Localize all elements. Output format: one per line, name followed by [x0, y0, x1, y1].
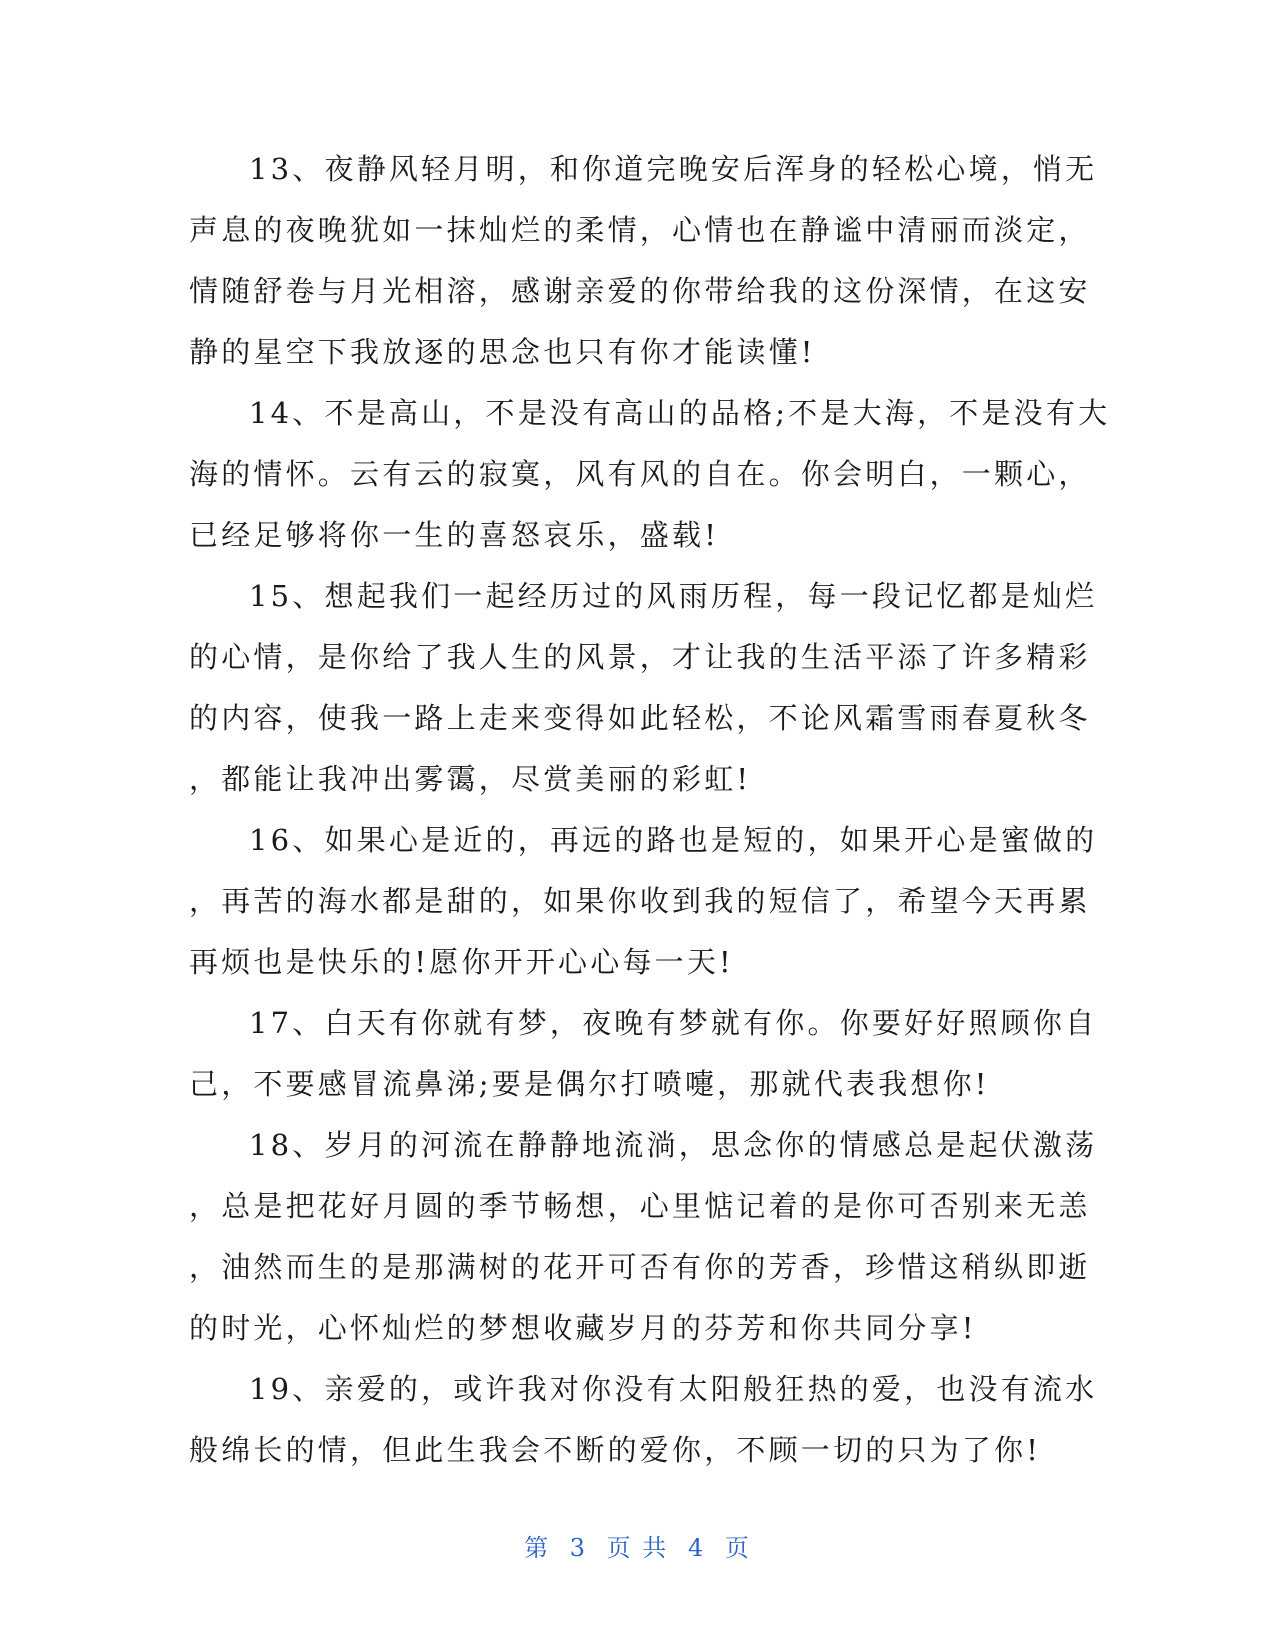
paragraph-13 [189, 139, 1098, 383]
paragraph-line: ，总是把花好月圆的季节畅想，心里惦记着的是你可否别来无恙 [189, 1189, 1091, 1223]
paragraph-line: 声息的夜晚犹如一抹灿烂的柔情，心情也在静谧中清丽而淡定， [189, 213, 1091, 247]
paragraph-line: ，油然而生的是那满树的花开可否有你的芳香，珍惜这稍纵即逝 [189, 1250, 1091, 1284]
paragraph-19 [189, 1359, 1098, 1481]
footer-prefix: 第 [524, 1534, 551, 1562]
paragraph-line: 16、如果心是近的，再远的路也是短的，如果开心是蜜做的 [249, 823, 1098, 857]
paragraph-line: 17、白天有你就有梦，夜晚有梦就有你。你要好好照顾你自 [249, 1006, 1098, 1040]
paragraph-line: 15、想起我们一起经历过的风雨历程，每一段记忆都是灿烂 [249, 579, 1098, 613]
document-body [189, 139, 1111, 1481]
paragraph-17 [189, 993, 1098, 1115]
current-page-number: 3 [569, 1534, 588, 1562]
paragraph-line: 的时光，心怀灿烂的梦想收藏岁月的芬芳和你共同分享! [189, 1311, 977, 1345]
paragraph-line: 静的星空下我放逐的思念也只有你才能读懂! [189, 335, 816, 369]
paragraph-line: ，再苦的海水都是甜的，如果你收到我的短信了，希望今天再累 [189, 884, 1091, 918]
paragraph-line: 19、亲爱的，或许我对你没有太阳般狂热的爱，也没有流水 [249, 1372, 1098, 1406]
paragraph-line: ，都能让我冲出雾霭，尽赏美丽的彩虹! [189, 762, 752, 796]
paragraph-16 [189, 810, 1098, 993]
paragraph-line: 情随舒卷与月光相溶，感谢亲爱的你带给我的这份深情，在这安 [189, 274, 1091, 308]
paragraph-line: 13、夜静风轻月明，和你道完晚安后浑身的轻松心境，悄无 [249, 152, 1098, 186]
paragraph-line: 的内容，使我一路上走来变得如此轻松，不论风霜雪雨春夏秋冬 [189, 701, 1091, 735]
paragraph-15 [189, 566, 1098, 810]
footer-middle: 页 共 [606, 1534, 669, 1562]
paragraph-line: 己，不要感冒流鼻涕;要是偶尔打喷嚏，那就代表我想你! [189, 1067, 990, 1101]
page-footer [0, 1528, 1275, 1563]
footer-suffix: 页 [724, 1534, 751, 1562]
paragraph-line: 已经足够将你一生的喜怒哀乐，盛载! [189, 518, 720, 552]
paragraph-18 [189, 1115, 1098, 1359]
paragraph-line: 14、不是高山，不是没有高山的品格;不是大海，不是没有大 [249, 396, 1111, 430]
paragraph-line: 再烦也是快乐的!愿你开开心心每一天! [189, 945, 734, 979]
paragraph-14 [189, 383, 1111, 566]
paragraph-line: 的心情，是你给了我人生的风景，才让我的生活平添了许多精彩 [189, 640, 1091, 674]
total-pages-number: 4 [687, 1534, 706, 1562]
paragraph-line: 海的情怀。云有云的寂寞，风有风的自在。你会明白，一颗心， [189, 457, 1091, 491]
paragraph-line: 般绵长的情，但此生我会不断的爱你，不顾一切的只为了你! [189, 1433, 1042, 1467]
paragraph-line: 18、岁月的河流在静静地流淌，思念你的情感总是起伏激荡 [249, 1128, 1098, 1162]
